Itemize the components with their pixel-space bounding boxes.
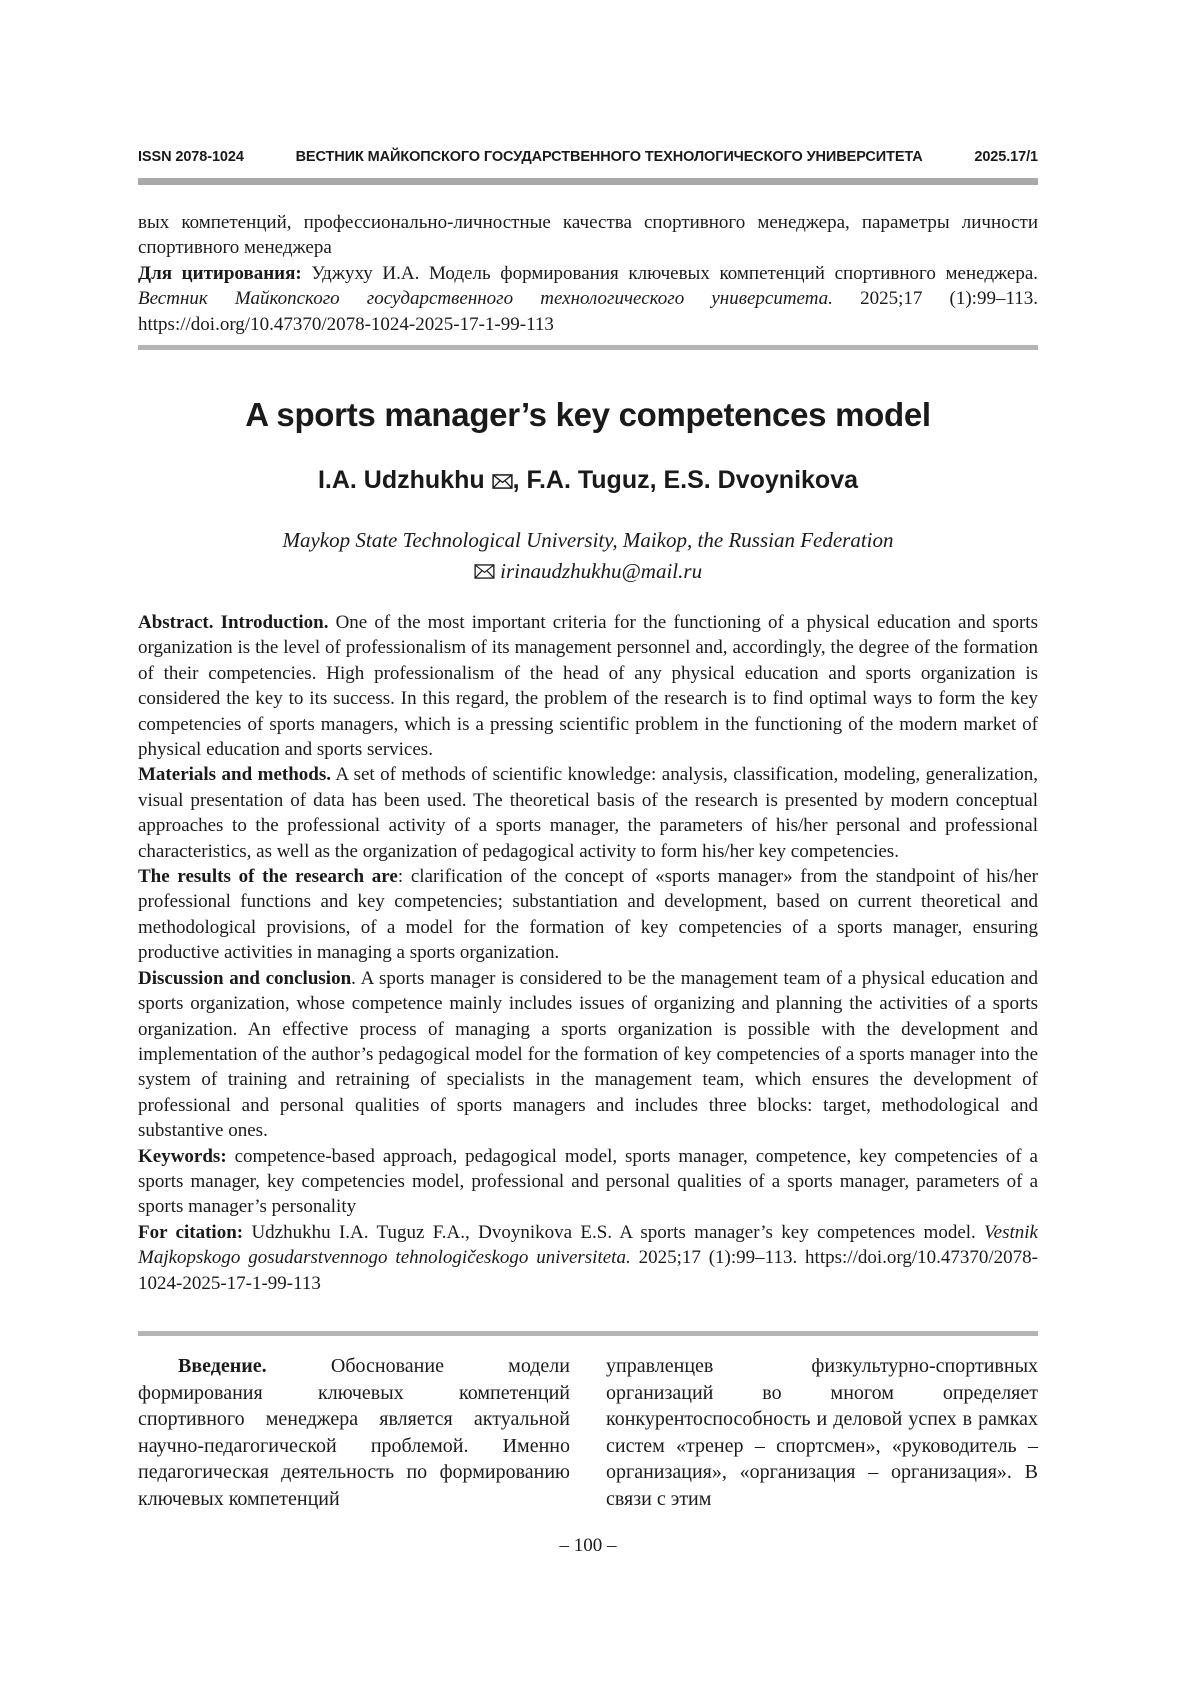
envelope-icon — [492, 474, 513, 489]
section-rule-bottom — [138, 1331, 1038, 1336]
abstract-discussion: Discussion and conclusion. A sports manager is considered to be the management team of a physical education and sports organization, whose competence mainly includes issues of organizing and planning the activities of a sports organization. An effective process of managing a sports organization is possible with the development and implementation of the author’s pedagogical model for the formation of key competencies of a sports manager into the system of training and retraining of specialists in the management team, which ensures the development of professional and personal qualities of sports managers and includes three blocks: target, methodological and substantive ones. — [138, 967, 1038, 1142]
issn: ISSN 2078-1024 — [138, 149, 244, 165]
abstract-keywords: Keywords: competence-based approach, pedagogical model, sports manager, competence, key competencies of a sports manager, key competencies model, professional and personal qualities of a sports manager, parameters of a sports manager’s personality — [138, 1145, 1038, 1218]
intro-heading: Введение. — [178, 1355, 267, 1377]
body-columns — [138, 1353, 1038, 1512]
russian-citation-label: Для цитирования: — [138, 262, 302, 284]
abstract-results: The results of the research are: clarification of the concept of «sports manager» from the standpoint of his/her professional functions and key competencies; substantiation and development, based on current theoretical and methodological provisions, of a model for the formation of key competencies of a sports manager, ensuring productive activities in managing a sports organization. — [138, 866, 1038, 964]
russian-citation-block — [138, 210, 1038, 337]
article-title: A sports manager’s key competences model — [245, 396, 931, 433]
author-1: I.A. Udzhukhu — [317, 466, 485, 494]
journal-name: ВЕСТНИК МАЙКОПСКОГО ГОСУДАРСТВЕННОГО ТЕХНОЛОГИЧЕСКОГО УНИВЕРСИТЕТА — [295, 149, 923, 165]
authors — [138, 466, 1038, 495]
body-column-left — [138, 1353, 570, 1512]
abstract-introduction: Abstract. Introduction. One of the most important criteria for the functioning of a physical education and sports organization is the level of professionalism of its management personnel and, accordingly, the degree of the formation of their competencies. High professionalism of the head of any physical education and sports organization is considered the key to its success. In this regard, the problem of the research is to find optimal ways to form the key competencies of sports managers, which is a pressing scientific problem in the functioning of the modern market of physical education and sports services. — [138, 612, 1038, 761]
section-rule-top — [138, 345, 1038, 350]
affiliation-block — [138, 525, 1038, 587]
email-link[interactable]: irinaudzhukhu@mail.ru — [500, 559, 703, 583]
page-number: – 100 – — [559, 1535, 617, 1556]
affiliation: Maykop State Technological University, Maikop, the Russian Federation — [282, 528, 894, 552]
intro-paragraph: Введение. Обоснование модели формирования ключевых компетенций спортивного менеджера является актуальной научно-педагогической проблемой. Именно педагогическая деятельность по формированию ключевых компетенций — [138, 1355, 570, 1510]
russian-citation-journal: Вестник Майкопского государственного технологического университета. — [138, 288, 833, 310]
abstract-methods: Materials and methods. A set of methods of scientific knowledge: analysis, classification, modeling, generalization, visual presentation of data has been used. The theoretical basis of the research is presented by modern conceptual approaches to the professional activity of a sports manager, the parameters of his/her personal and professional characteristics, as well as the organization of pedagogical activity to form his/her key competencies. — [138, 764, 1039, 862]
correspondence — [138, 556, 1038, 587]
other-authors: , F.A. Tuguz, E.S. Dvoynikova — [512, 466, 859, 494]
envelope-icon — [474, 564, 495, 579]
russian-keywords-continuation: вых компетенций, профессионально-личностные качества спортивного менеджера, параметры личности спортивного менеджера — [138, 212, 1038, 259]
issue-number: 2025.17/1 — [974, 149, 1038, 165]
russian-citation: Для цитирования: Уджуху И.А. Модель формирования ключевых компетенций спортивного менеджера. Вестник Майкопского государственного технологического университета. 2025;17 (1):99–113. https://doi.org/10.47370/2078-1024-2025-17-1-99-113 — [138, 262, 1038, 335]
russian-citation-doi: 2025;17 (1):99–113. https://doi.org/10.47370/2078-1024-2025-17-1-99-113 — [138, 288, 1038, 335]
abstract — [138, 610, 1038, 1296]
doi-link[interactable]: 2025;17 (1):99–113. https://doi.org/10.47370/2078-1024-2025-17-1-99-113 — [138, 1247, 1038, 1294]
header-rule — [138, 178, 1038, 185]
body-column-right — [606, 1353, 1038, 1512]
running-head — [138, 149, 1038, 165]
intro-paragraph-continued: управленцев физкультурно-спортивных организаций во многом определяет конкурентоспособность и деловой успех в рамках систем «тренер – спортсмен», «руководитель – организация», «организация – организация». В связи с этим — [606, 1355, 1038, 1510]
abstract-citation: For citation: Udzhukhu I.A. Tuguz F.A., Dvoynikova E.S. A sports manager’s key competences model. Vestnik Majkopskogo gosudarstvennogo tehnologičeskogo universiteta. 2025;17 (1):99–113. https://doi.org/10.47370/2078-1024-2025-17-1-99-113 — [138, 1221, 1038, 1294]
